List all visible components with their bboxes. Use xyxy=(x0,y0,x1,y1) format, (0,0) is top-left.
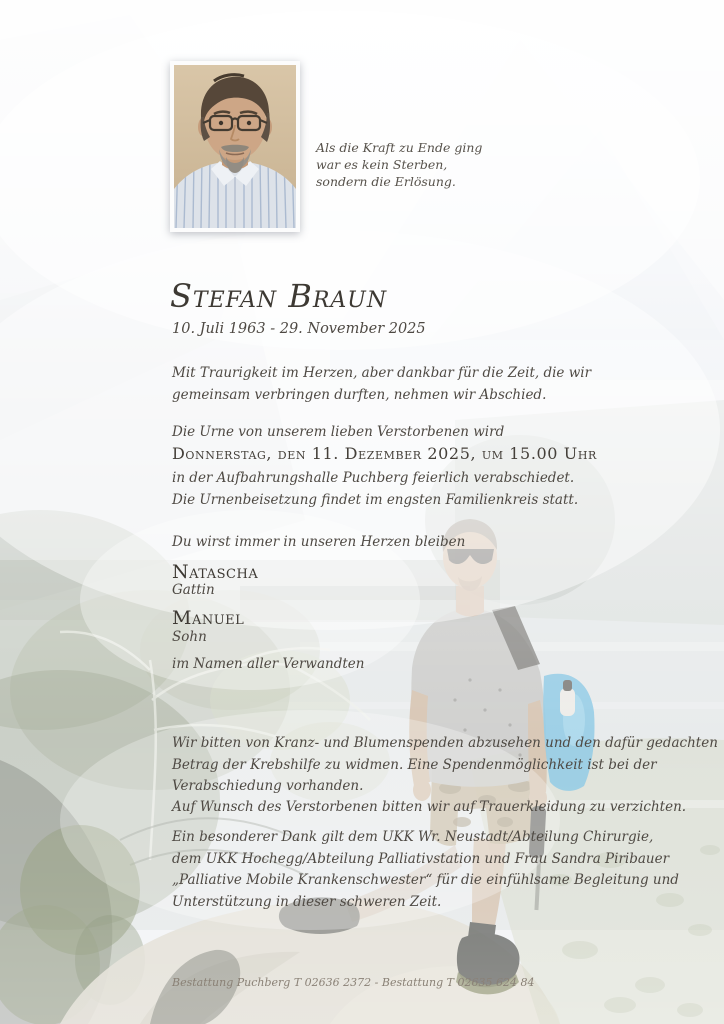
mourner-relation: Sohn xyxy=(172,629,207,645)
quote-line: sondern die Erlösung. xyxy=(316,174,456,189)
ceremony-datetime: Donnerstag, den 11. Dezember 2025, um 15.00 Uhr xyxy=(172,444,597,463)
mourner-name: Natascha xyxy=(172,561,259,583)
ceremony-urn-line: Die Urne von unserem lieben Verstorbenen wird xyxy=(172,424,505,440)
clothing-note: Auf Wunsch des Verstorbenen bitten wir auf Trauerkleidung zu verzichten. xyxy=(172,799,687,815)
intro-paragraph: Mit Traurigkeit im Herzen, aber dankbar für die Zeit, die wir gemeinsam verbringen durften, nehmen wir Abschied. xyxy=(172,365,592,403)
life-dates: 10. Juli 1963 - 29. November 2025 xyxy=(172,321,426,337)
funeral-home-contact: Bestattung Puchberg T 02636 2372 - Bestattung T 02635 624 84 xyxy=(172,976,535,989)
portrait-photo-frame xyxy=(170,61,300,232)
family-note: im Namen aller Verwandten xyxy=(172,656,365,672)
mourner-name: Manuel xyxy=(172,607,245,629)
portrait-photo xyxy=(174,65,296,228)
thanks-note: Ein besonderer Dank gilt dem UKK Wr. Neustadt/Abteilung Chirurgie, dem UKK Hochegg/Abteilung Palliativstation und Frau Sandra Piribauer „Palliative Mobile Krankenschwester“ für die einfühlsame Begleitung und Unterstützung in dieser schweren Zeit. xyxy=(172,829,679,910)
quote-line: Als die Kraft zu Ende ging xyxy=(316,140,483,155)
donation-note: Wir bitten von Kranz- und Blumenspenden abzusehen und den dafür gedachten Betrag der Krebshilfe zu widmen. Eine Spendenmöglichkeit ist bei der Verabschiedung vorhanden. xyxy=(172,735,718,794)
ceremony-location-lines: in der Aufbahrungshalle Puchberg feierlich verabschiedet. Die Urnenbeisetzung findet im engsten Familienkreis statt. xyxy=(172,470,579,508)
mourner-relation: Gattin xyxy=(172,582,215,598)
quote-line: war es kein Sterben, xyxy=(316,157,448,172)
farewell-line: Du wirst immer in unseren Herzen bleiben xyxy=(172,534,466,550)
deceased-name: Stefan Braun xyxy=(170,277,388,315)
memorial-quote xyxy=(316,139,482,190)
